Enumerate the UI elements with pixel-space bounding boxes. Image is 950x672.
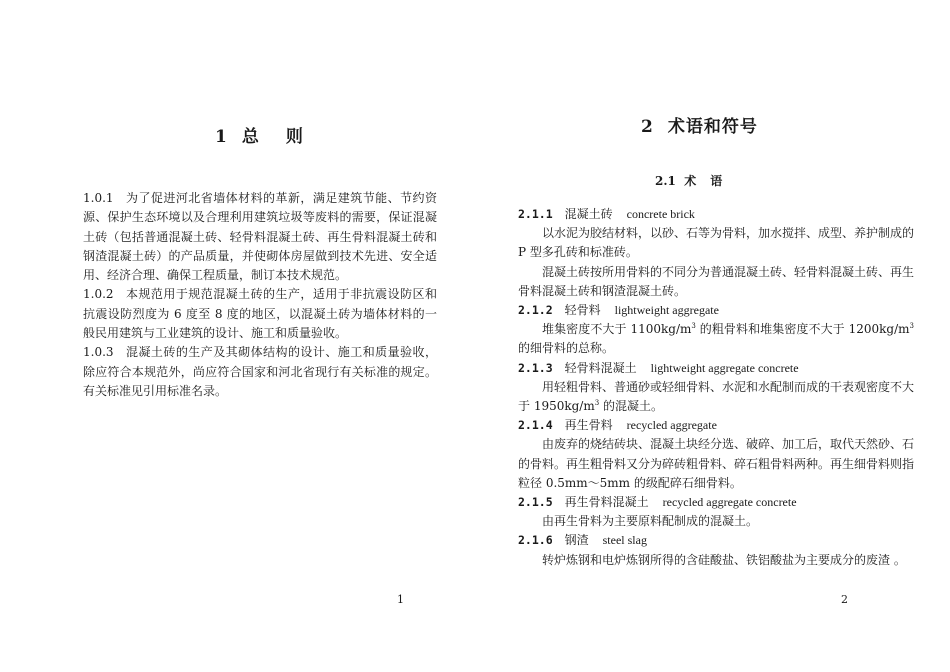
terms-list bbox=[518, 205, 914, 570]
chapter-title-part: 则 bbox=[285, 127, 304, 147]
term-cn: 轻骨料混凝土 bbox=[564, 360, 637, 375]
term-cn: 再生骨料混凝土 bbox=[564, 495, 649, 510]
superscript: 3 bbox=[691, 322, 696, 331]
general-clauses bbox=[83, 189, 437, 401]
term-en: recycled aggregate concrete bbox=[662, 495, 797, 510]
term-cn: 再生骨料 bbox=[564, 418, 613, 433]
section-title-part: 语 bbox=[710, 174, 723, 188]
term-en: steel slag bbox=[602, 533, 647, 548]
page-right bbox=[475, 0, 950, 672]
page-number: 2 bbox=[841, 593, 848, 606]
term-definition: 由再生骨料为主要原料配制成的混凝土。 bbox=[542, 514, 759, 529]
chapter-number: 1 bbox=[215, 127, 228, 147]
clause-number: 1.0.3 bbox=[83, 345, 114, 360]
definition-part: 堆集密度不大于 1100kg/m bbox=[542, 322, 692, 337]
term-heading bbox=[518, 359, 914, 378]
chapter-title: 术语和符号 bbox=[667, 117, 758, 137]
term-en: recycled aggregate bbox=[626, 418, 717, 433]
definition-part: 的混凝土。 bbox=[599, 399, 664, 414]
term-heading bbox=[518, 493, 914, 512]
term-cn: 钢渣 bbox=[564, 533, 589, 548]
clause-number: 1.0.1 bbox=[83, 191, 114, 205]
term-heading bbox=[518, 205, 914, 224]
definition-part: 的粗骨料和堆集密度不大于 1200kg/m bbox=[695, 322, 910, 337]
term-heading bbox=[518, 416, 914, 435]
clause bbox=[83, 189, 437, 285]
clause-number: 1.0.2 bbox=[83, 287, 114, 302]
term-number: 2.1.4 bbox=[518, 418, 553, 433]
chapter-title-part: 总 bbox=[241, 127, 260, 147]
term-heading bbox=[518, 531, 914, 550]
term-definition bbox=[518, 320, 914, 358]
page-number: 1 bbox=[397, 593, 404, 606]
section-title-part: 术 bbox=[684, 174, 697, 188]
term-en: lightweight aggregate bbox=[614, 303, 719, 318]
term-definition: 混凝土砖按所用骨料的不同分为普通混凝土砖、轻骨料混凝土砖、再生骨料混凝土砖和钢渣混凝土砖。 bbox=[518, 264, 915, 298]
clause bbox=[83, 285, 437, 343]
clause bbox=[83, 343, 437, 401]
superscript: 3 bbox=[594, 399, 600, 408]
definition-part: 的细骨料的总称。 bbox=[518, 341, 615, 356]
term-cn: 轻骨料 bbox=[564, 303, 601, 318]
term-cn: 混凝土砖 bbox=[564, 207, 613, 221]
term-definition: 由废弃的烧结砖块、混凝土块经分选、破碎、加工后，取代天然砂、石的骨料。再生粗骨料又分为碎砖粗骨料、碎石粗骨料两种。再生细骨料则指粒径 0.5mm～5mm 的级配碎石细骨料。 bbox=[518, 437, 915, 490]
chapter-1-title bbox=[215, 122, 304, 147]
clause-text: 混凝土砖的生产及其砌体结构的设计、施工和质量验收，除应符合本规范外，尚应符合国家和河北省现行有关标准的规定。有关标准见引用标准名录。 bbox=[83, 345, 437, 398]
term-number: 2.1.6 bbox=[518, 533, 553, 548]
clause-text: 本规范用于规范混凝土砖的生产，适用于非抗震设防区和抗震设防烈度为 6 度至 8 度的地区，以混凝土砖为墙体材料的一般民用建筑与工业建筑的设计、施工和质量验收。 bbox=[83, 287, 437, 341]
term-definition: 转炉炼钢和电炉炼钢所得的含硅酸盐、铁铝酸盐为主要成分的废渣 。 bbox=[542, 552, 906, 567]
term-number: 2.1.5 bbox=[518, 495, 553, 510]
superscript: 3 bbox=[909, 322, 915, 331]
term-definition bbox=[518, 378, 914, 416]
term-heading bbox=[518, 301, 914, 320]
definition-part: 用轻粗骨料、普通砂或轻细骨料、水泥和水配制而成的干表观密度不大于 1950kg/m bbox=[518, 379, 915, 414]
term-number: 2.1.1 bbox=[518, 207, 553, 221]
chapter-number: 2 bbox=[641, 117, 654, 137]
section-title bbox=[655, 172, 722, 189]
term-number: 2.1.2 bbox=[518, 303, 553, 318]
section-number: 2.1 bbox=[655, 174, 676, 188]
term-en: lightweight aggregate concrete bbox=[650, 360, 799, 375]
clause-text: 为了促进河北省墙体材料的革新，满足建筑节能、节约资源、保护生态环境以及合理利用建筑垃圾等废料的需要，保证混凝土砖（包括普通混凝土砖、轻骨料混凝土砖、再生骨料混凝土砖和钢渣混凝土砖）的产品质量，并使砌体房屋做到技术先进、安全适用、经济合理、确保工程质量，制订本技术规范。 bbox=[83, 191, 437, 283]
term-definition: 以水泥为胶结材料，以砂、石等为骨料，加水搅拌、成型、养护制成的 P 型多孔砖和标准砖。 bbox=[518, 226, 915, 260]
term-number: 2.1.3 bbox=[518, 360, 553, 375]
chapter-2-title bbox=[641, 112, 758, 137]
term-en: concrete brick bbox=[626, 207, 695, 221]
